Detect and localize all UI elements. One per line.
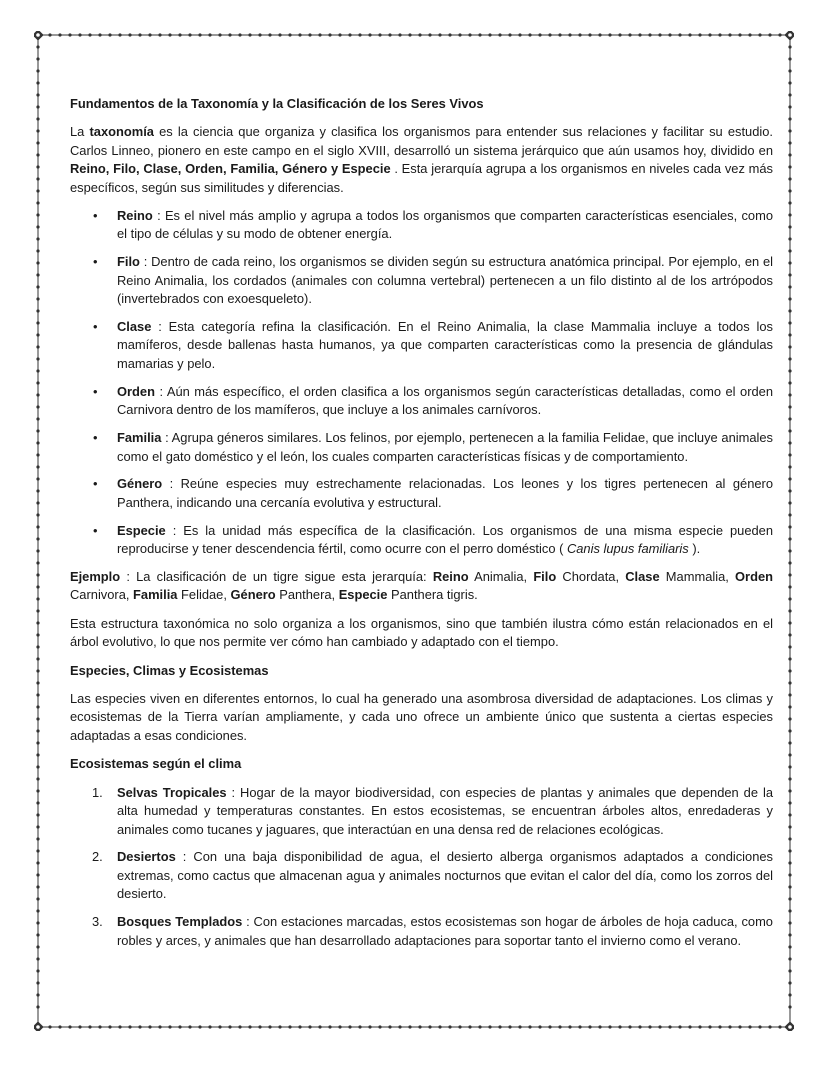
bullet-icon: • xyxy=(93,383,98,399)
scientific-name: Canis lupus familiaris xyxy=(566,541,689,557)
list-number: 2. xyxy=(92,849,103,865)
species-paragraph: Las especies viven en diferentes entornos, lo cual ha generado una asombrosa diversidad de adaptaciones. Los climas y ecosistemas de la Tierra varían ampliamente, y cada uno ofrece un ambiente único que sustenta a ciertas especies adaptadas a esas condiciones. xyxy=(70,691,773,743)
bullet-icon: • xyxy=(93,430,98,446)
taxonomy-list xyxy=(70,207,773,559)
bullet-icon: • xyxy=(93,254,98,270)
list-number: 3. xyxy=(92,914,103,930)
example-paragraph: Ejemplo : La clasificación de un tigre sigue esta jerarquía: Reino Animalia, Filo Chordata, Clase Mammalia, Orden Carnivora, Familia Felidae, Género Panthera, Especie Panthera tigris. xyxy=(70,569,773,603)
list-item: • Especie : Es la unidad más específica de la clasificación. Los organismos de una misma especie pueden reproducirse y tener descendencia fértil, como ocurre con el perro doméstico ( Canis lupus familiaris ). xyxy=(93,522,773,557)
list-item: 3. Bosques Templados : Con estaciones marcadas, estos ecosistemas son hogar de árboles de hoja caduca, como robles y arces, y animales que han desarrollado adaptaciones para soportar tanto el invierno como el verano. xyxy=(92,914,773,948)
bullet-icon: • xyxy=(93,476,98,492)
intro-paragraph: La taxonomía es la ciencia que organiza y clasifica los organismos para entender sus relaciones y facilitar su estudio. Carlos Linneo, pionero en este campo en el siglo XVIII, desarrolló un sistema jerárquico que aún usamos hoy, dividido en Reino, Filo, Clase, Orden, Familia, Género y Especie . Esta jerarquía agrupa a los organismos en niveles cada vez más específicos, según sus similitudes y diferencias. xyxy=(70,124,774,195)
list-item: • Clase : Esta categoría refina la clasificación. En el Reino Animalia, la clase Mammalia incluye a todos los mamíferos, desde ballenas hasta humanos, ya que comparten características como la presencia de glándulas mamarias y pelo. xyxy=(93,319,773,371)
list-item: • Filo : Dentro de cada reino, los organismos se dividen según su estructura anatómica principal. Por ejemplo, en el Reino Animalia, los cordados (animales con columna vertebral) pertenecen a un filo distinto al de los artrópodos (invertebrados con exoesqueleto). xyxy=(93,254,773,307)
list-number: 1. xyxy=(92,784,103,800)
section-heading: Especies, Climas y Ecosistemas xyxy=(70,662,269,678)
list-item: 1. Selvas Tropicales : Hogar de la mayor biodiversidad, con especies de plantas y animales que dependen de la alta humedad y temperaturas constantes. En estos ecosistemas, se encuentran árboles altos, enredaderas y animales como tucanes y jaguares, que interactúan en una densa red de relaciones ecológicas. xyxy=(92,784,773,837)
list-item: • Género : Reúne especies muy estrechamente relacionadas. Los leones y los tigres pertenecen al género Panthera, indicando una cercanía evolutiva y estructural. xyxy=(93,476,773,510)
hierarchy-terms: Reino, Filo, Clase, Orden, Familia, Género y Especie xyxy=(70,161,391,177)
bullet-icon: • xyxy=(93,522,98,538)
bullet-icon: • xyxy=(93,208,98,224)
ecosystem-list xyxy=(70,784,773,950)
list-item: • Orden : Aún más específico, el orden clasifica a los organismos según características detalladas, como el orden Carnivora dentro de los mamíferos, que incluye a los animales carnívoros. xyxy=(93,383,773,418)
page-title: Fundamentos de la Taxonomía y la Clasificación de los Seres Vivos xyxy=(70,96,484,111)
document-body xyxy=(70,95,773,959)
list-item: • Familia : Agrupa géneros similares. Los felinos, por ejemplo, pertenecen a la familia Felidae, que incluye animales como el gato doméstico y el león, los cuales comparten características físicas y de comportamiento. xyxy=(93,430,773,464)
bullet-icon: • xyxy=(93,319,98,335)
taxonomia-term: taxonomía xyxy=(89,124,154,140)
subsection-heading: Ecosistemas según el clima xyxy=(70,756,242,772)
list-item: • Reino : Es el nivel más amplio y agrupa a todos los organismos que comparten características esenciales, como el tipo de células y su modo de obtener energía. xyxy=(93,208,773,242)
list-item: 2. Desiertos : Con una baja disponibilidad de agua, el desierto alberga organismos adaptados a condiciones extremas, como cactus que almacenan agua y animales nocturnos que evitan el calor del día, como los zorros del desierto. xyxy=(92,849,773,902)
structure-paragraph: Esta estructura taxonómica no solo organiza a los organismos, sino que también ilustra cómo están relacionados en el árbol evolutivo, lo que nos permite ver cómo han cambiado y adaptado con el tiempo. xyxy=(70,615,773,650)
